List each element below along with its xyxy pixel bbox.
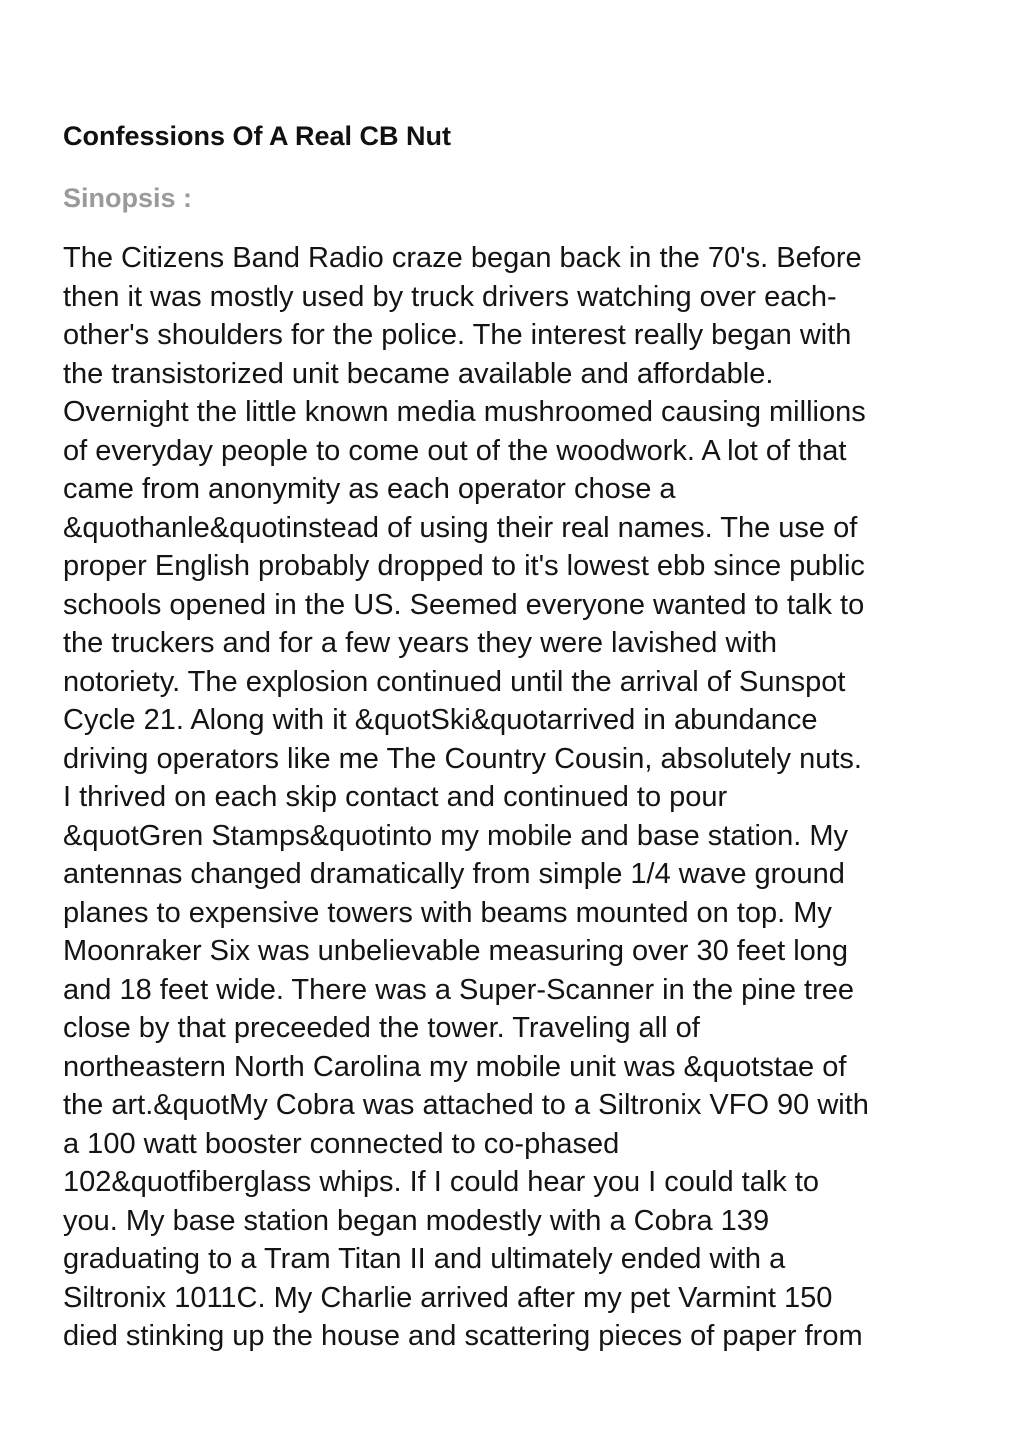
body-text-line: of everyday people to come out of the woodwork. A lot of that [63,434,847,467]
synopsis-label: Sinopsis : [63,183,193,213]
body-text-line: the art.&quotMy Cobra was attached to a Siltronix VFO 90 with [63,1089,869,1121]
body-text-line: other's shoulders for the police. The interest really began with [63,319,852,351]
body-text-line: Siltronix 1011C. My Charlie arrived after my pet Varmint 150 [63,1281,833,1314]
body-text-line: a 100 watt booster connected to co-phased [63,1127,620,1160]
body-text-line: you. My base station began modestly with a Cobra 139 [63,1204,770,1237]
body-text-line: the truckers and for a few years they were lavished with [63,627,778,659]
body-text-line: Cycle 21. Along with it &quotSki&quotarrived in abundance [63,704,818,736]
body-text-line: died stinking up the house and scattering pieces of paper from [63,1320,863,1352]
body-text-line: close by that preceeded the tower. Traveling all of [63,1012,700,1044]
body-text-line: &quothanle&quotinstead of using their real names. The use of [63,511,858,544]
body-text-line: and 18 feet wide. There was a Super-Scanner in the pine tree [63,973,855,1006]
body-text-line: driving operators like me The Country Cousin, absolutely nuts. [63,742,862,775]
synopsis-body [63,239,963,1356]
body-text-line: schools opened in the US. Seemed everyone wanted to talk to [63,588,865,621]
body-text-line: Moonraker Six was unbelievable measuring over 30 feet long [63,935,849,967]
document-title: Confessions Of A Real CB Nut [63,121,452,151]
body-text-line: graduating to a Tram Titan II and ultimately ended with a [63,1243,786,1275]
body-text-line: then it was mostly used by truck drivers watching over each- [63,280,837,313]
body-text-line: Overnight the little known media mushroomed causing millions [63,396,866,428]
document-page [63,118,963,1356]
body-text-line: 102&quotfiberglass whips. If I could hear you I could talk to [63,1166,820,1198]
body-text-line: antennas changed dramatically from simple 1/4 wave ground [63,858,845,890]
body-text-line: &quotGren Stamps&quotinto my mobile and base station. My [63,819,849,852]
body-text-line: notoriety. The explosion continued until the arrival of Sunspot [63,665,846,698]
body-text-line: planes to expensive towers with beams mounted on top. My [63,896,832,929]
body-text-line: the transistorized unit became available and affordable. [63,357,774,390]
body-text-line: northeastern North Carolina my mobile unit was &quotstae of [63,1050,847,1083]
body-text-line: I thrived on each skip contact and continued to pour [63,781,728,813]
body-text-line: came from anonymity as each operator chose a [63,473,676,505]
body-text-line: The Citizens Band Radio craze began back in the 70's. Before [63,242,862,274]
body-text-line: proper English probably dropped to it's lowest ebb since public [63,550,865,582]
